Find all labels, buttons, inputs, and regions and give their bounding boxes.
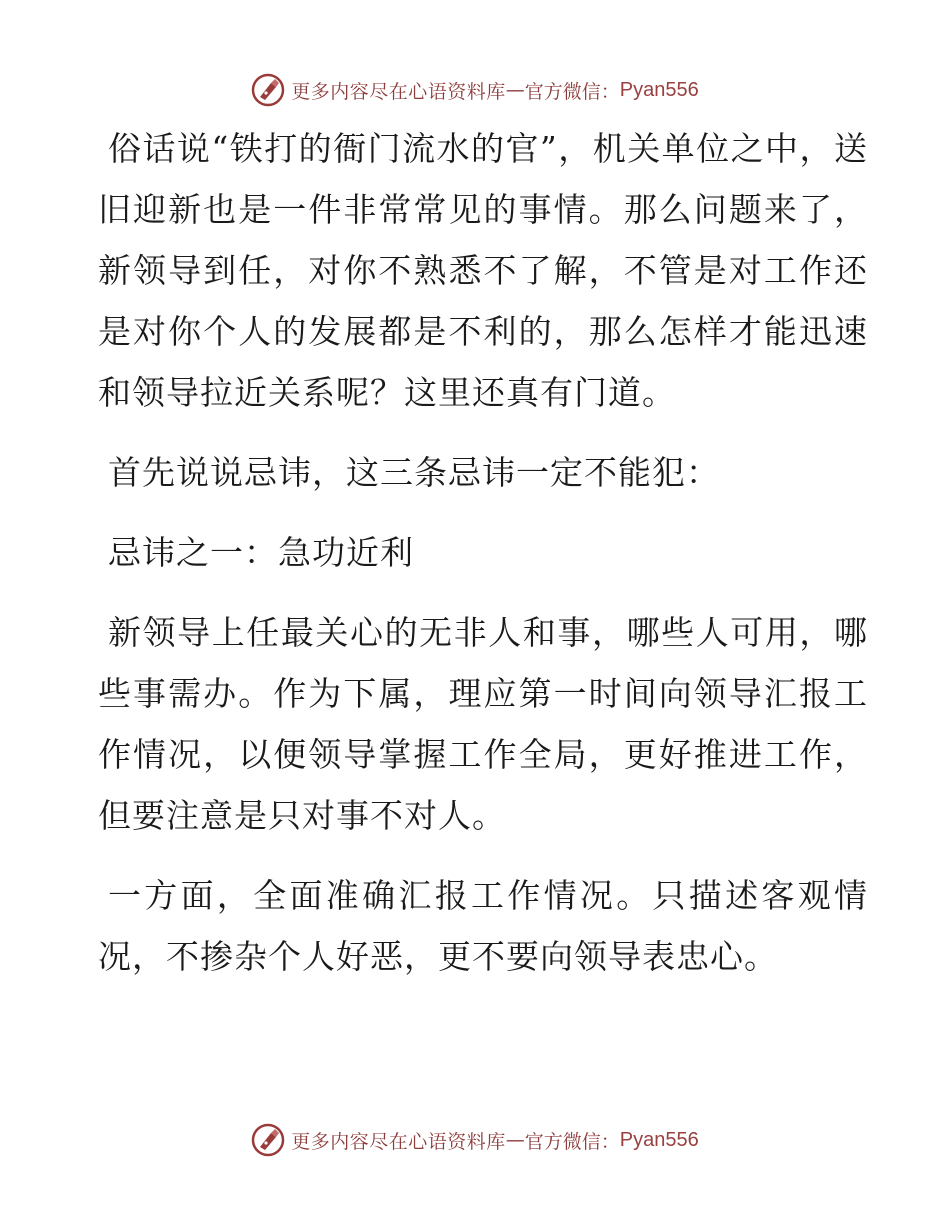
banner-text: 更多内容尽在心语资料库 bbox=[291, 1130, 506, 1153]
banner-wechat-label: 官方微信： bbox=[524, 1130, 620, 1153]
paragraph: 首先说说忌讳，这三条忌讳一定不能犯： bbox=[108, 453, 720, 492]
pen-nib-logo-icon bbox=[251, 73, 285, 107]
paragraph-heading: 忌讳之一：急功近利 bbox=[108, 533, 414, 572]
paragraph: 一方面，全面准确汇报工作情况。只描述客观情况，不掺杂个人好恶，更不要向领导表忠心。 bbox=[98, 876, 868, 976]
paragraph: 新领导上任最关心的无非人和事，哪些人可用，哪些事需办。作为下属，理应第一时间向领导汇报工作情况，以便领导掌握工作全局，更好推进工作，但要注意是只对事不对人。 bbox=[98, 613, 868, 835]
banner-wechat-label: 官方微信： bbox=[524, 80, 620, 103]
banner-wechat-id: Pyan556 bbox=[619, 1128, 699, 1151]
banner-wechat-id: Pyan556 bbox=[619, 78, 699, 101]
document-body bbox=[98, 118, 868, 1006]
pen-nib-logo-icon bbox=[251, 1123, 285, 1157]
paragraph: 俗话说“铁打的衙门流水的官”，机关单位之中，送旧迎新也是一件非常常见的事情。那么问题来了，新领导到任，对你不熟悉不了解，不管是对工作还是对你个人的发展都是不利的，那么怎样才能迅速和领导拉近关系呢？这里还真有门道。 bbox=[98, 129, 868, 412]
banner-dash: — bbox=[505, 79, 525, 101]
banner-text: 更多内容尽在心语资料库 bbox=[291, 80, 506, 103]
footer-banner bbox=[0, 1120, 950, 1160]
banner-dash: — bbox=[505, 1129, 525, 1151]
header-banner bbox=[0, 70, 950, 110]
